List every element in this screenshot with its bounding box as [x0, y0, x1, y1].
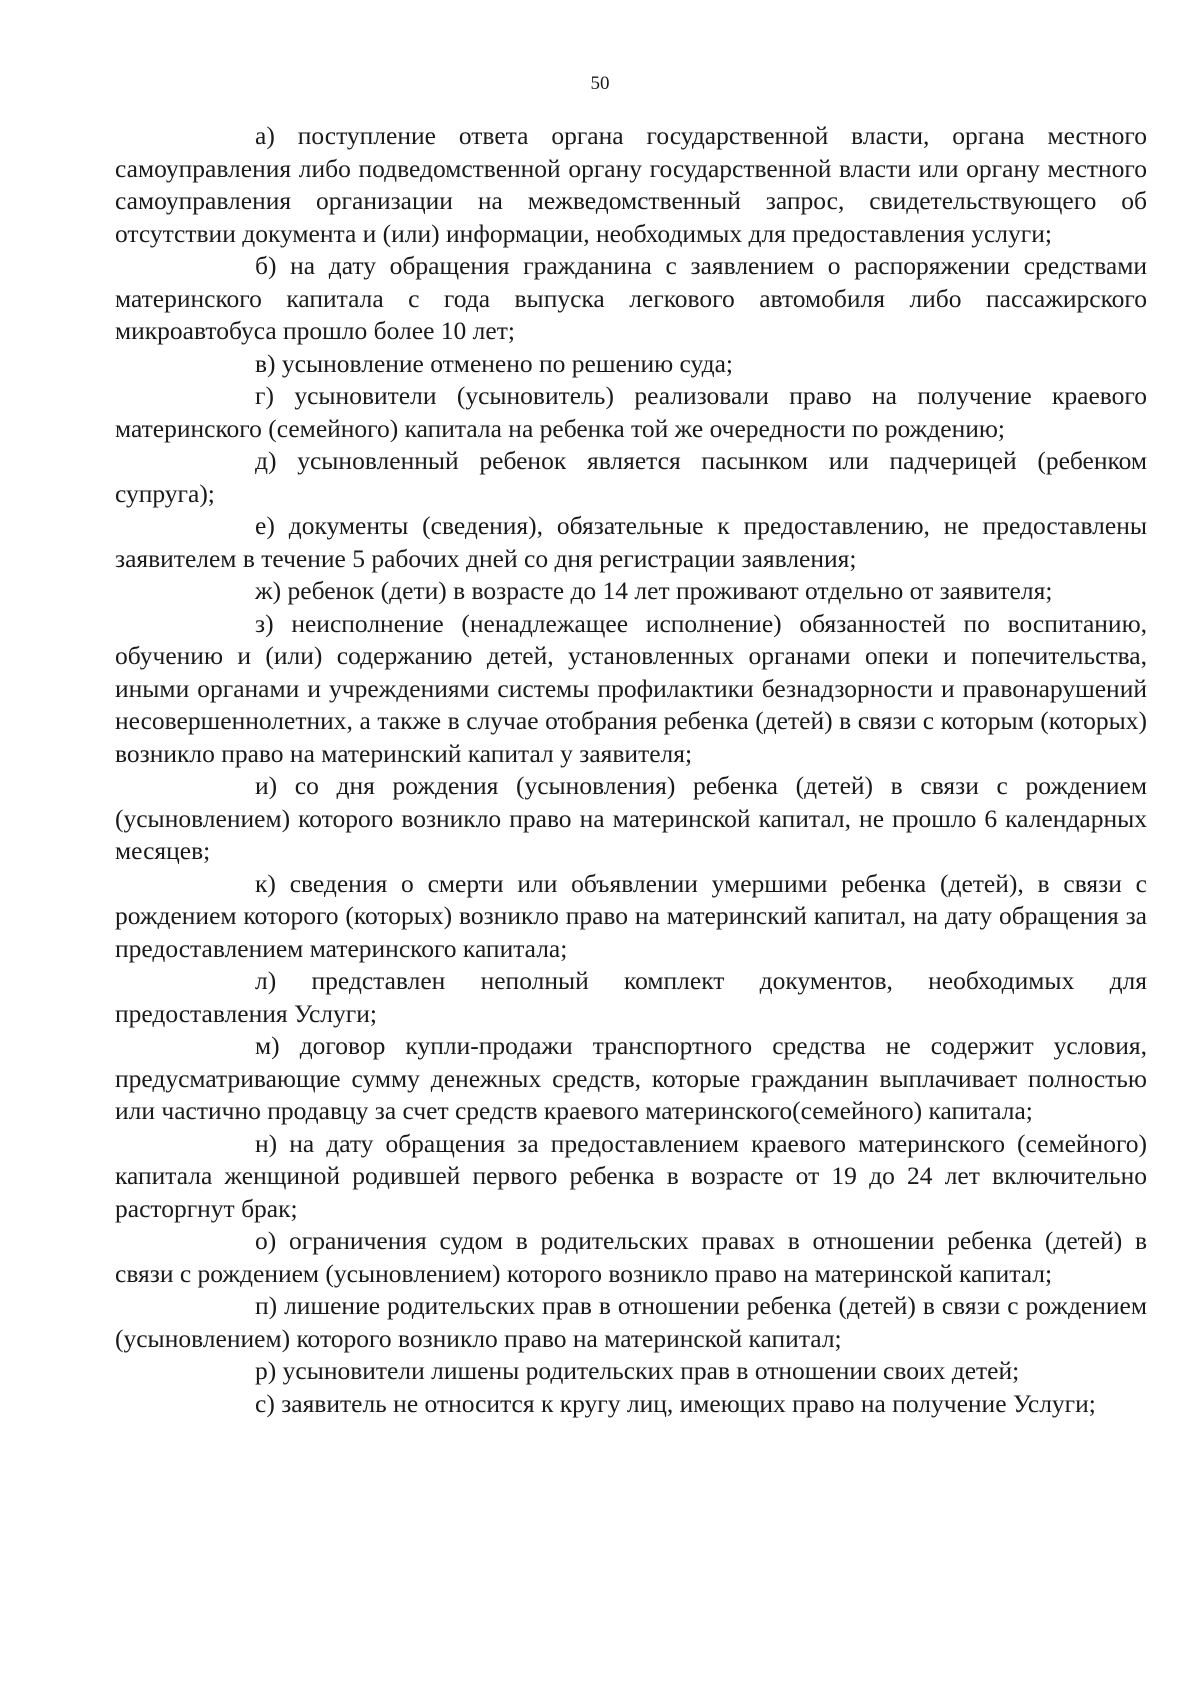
list-item-text: усыновители (усыновитель) реализовали право на получение краевого материнского (семейного) капитала на ребенка той же очередности по рождению;	[115, 381, 1147, 443]
list-item-marker: к)	[255, 868, 276, 898]
list-item-marker: ж)	[255, 576, 282, 605]
list-item-marker: д)	[255, 446, 277, 475]
list-item-text: на дату обращения гражданина с заявлением о распоряжении средствами материнского капитала с года выпуска легкового автомобиля либо пассажирского микроавтобуса прошло более 10 лет;	[115, 251, 1147, 345]
list-item-text: заявитель не относится к кругу лиц, имеющих право на получение Услуги;	[281, 1388, 1096, 1418]
list-item-text: неисполнение (ненадлежащее исполнение) обязанностей по воспитанию, обучению и (или) содержанию детей, установленных органами опеки и попечительства, иными органами и учреждениями системы профилактики безнадзорности и правонарушений несовершеннолетних, а также в случае отобрания ребенка (детей) в связи с которым (которых) возникло право на материнский капитал у заявителя;	[115, 608, 1147, 768]
list-item-marker: е)	[255, 511, 275, 540]
list-item-marker: б)	[255, 251, 277, 280]
list-item	[115, 608, 1147, 771]
list-item	[115, 250, 1147, 348]
list-item	[115, 510, 1147, 575]
list-item	[115, 868, 1147, 966]
document-body	[115, 120, 1147, 1420]
list-item	[115, 1225, 1147, 1290]
list-item-marker: о)	[255, 1226, 277, 1255]
list-item	[115, 1030, 1147, 1128]
list-item-text: усыновленный ребенок является пасынком или падчерицей (ребенком супруга);	[115, 446, 1148, 508]
list-item-marker: р)	[255, 1356, 277, 1385]
list-item-text: ребенок (дети) в возрасте до 14 лет проживают отдельно от заявителя;	[287, 576, 1053, 605]
list-item	[115, 1128, 1147, 1226]
list-item-text: лишение родительских прав в отношении ребенка (детей) в связи с рождением (усыновлением) которого возникло право на материнской капитал;	[115, 1291, 1147, 1353]
list-item-marker: п)	[255, 1291, 278, 1320]
list-item-text: ограничения судом в родительских правах в отношении ребенка (детей) в связи с рождением (усыновлением) которого возникло право на материнской капитал;	[115, 1226, 1148, 1288]
list-item-text: усыновление отменено по решению суда;	[281, 348, 734, 378]
list-item	[115, 1355, 1147, 1388]
list-item-marker: а)	[255, 121, 275, 150]
list-item-text: на дату обращения за предоставлением краевого материнского (семейного) капитала женщиной родившей первого ребенка в возрасте от 19 до 24 лет включительно расторгнут брак;	[115, 1128, 1148, 1223]
list-item-text: поступление ответа органа государственной власти, органа местного самоуправления либо подведомственной органу государственной власти или органу местного самоуправления организации на межведомственный запрос, свидетельствующего об отсутствии документа и (или) информации, необходимых для предоставления услуги;	[115, 121, 1147, 248]
list-item-text: сведения о смерти или объявлении умершими ребенка (детей), в связи с рождением которого (которых) возникло право на материнский капитал, на дату обращения за предоставлением материнского капитала;	[115, 868, 1147, 963]
list-item-marker: г)	[255, 381, 274, 410]
list-item	[115, 445, 1147, 510]
list-item-marker: л)	[255, 966, 277, 995]
list-item	[115, 1290, 1147, 1355]
list-item-marker: м)	[255, 1031, 280, 1060]
list-item	[115, 380, 1147, 445]
list-item-marker: н)	[255, 1128, 278, 1158]
list-item	[115, 770, 1147, 868]
list-item	[115, 120, 1147, 250]
list-item	[115, 348, 1147, 381]
list-item-marker: з)	[255, 608, 274, 638]
list-item-text: со дня рождения (усыновления) ребенка (детей) в связи с рождением (усыновлением) которого возникло право на материнской капитал, не прошло 6 календарных месяцев;	[115, 771, 1147, 865]
list-item-marker: с)	[255, 1388, 275, 1418]
list-item	[115, 1388, 1147, 1421]
list-item-text: договор купли-продажи транспортного средства не содержит условия, предусматривающие сумму денежных средств, которые гражданин выплачивает полностью или частично продавцу за счет средств краевого материнского(семейного) капитала;	[115, 1031, 1147, 1125]
page-number: 50	[590, 73, 610, 94]
list-item-text: представлен неполный комплект документов, необходимых для предоставления Услуги;	[115, 966, 1148, 1028]
list-item	[115, 965, 1147, 1030]
list-item-marker: в)	[255, 348, 276, 378]
list-item	[115, 575, 1147, 608]
list-item-text: документы (сведения), обязательные к предоставлению, не предоставлены заявителем в течение 5 рабочих дней со дня регистрации заявления;	[115, 511, 1148, 573]
list-item-marker: и)	[255, 771, 278, 800]
list-item-text: усыновители лишены родительских прав в отношении своих детей;	[282, 1356, 1020, 1385]
